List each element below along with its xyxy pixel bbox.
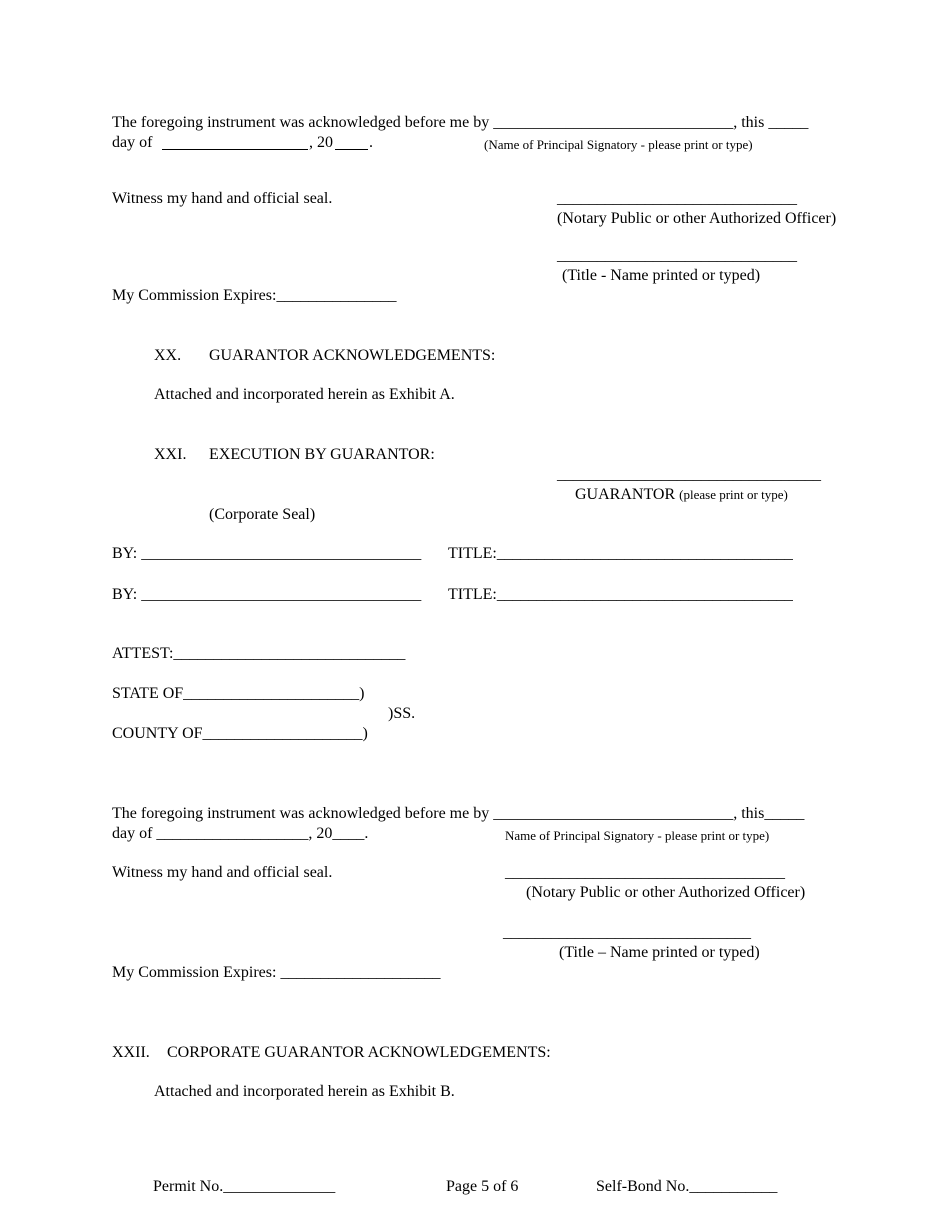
title-line-1: TITLE:_____________________________________	[448, 545, 793, 562]
section-xxii-heading: CORPORATE GUARANTOR ACKNOWLEDGEMENTS:	[167, 1044, 551, 1061]
day-blank-underline	[162, 149, 308, 150]
ack-period: .	[369, 134, 373, 151]
by-line-2: BY: ___________________________________	[112, 586, 422, 603]
title-caption: (Title - Name printed or typed)	[562, 267, 761, 284]
title-line-2: TITLE:_____________________________________	[448, 586, 793, 603]
section-xxi-number: XXI.	[154, 446, 187, 463]
witness-statement-2: Witness my hand and official seal.	[112, 864, 333, 881]
commission-expires: My Commission Expires:_______________	[112, 287, 397, 304]
ack-day-of-label: day of	[112, 134, 153, 151]
county-of-line: COUNTY OF____________________)	[112, 725, 368, 742]
by-line-1: BY: ___________________________________	[112, 545, 422, 562]
section-xx-heading: GUARANTOR ACKNOWLEDGEMENTS:	[209, 347, 496, 364]
state-of-line: STATE OF______________________)	[112, 685, 365, 702]
corporate-seal-label: (Corporate Seal)	[209, 506, 316, 523]
footer-self-bond-no: Self-Bond No.___________	[596, 1178, 778, 1195]
section-xxii-number: XXII.	[112, 1044, 150, 1061]
notary-caption-2: (Notary Public or other Authorized Officer)	[526, 884, 806, 901]
guarantor-label-text: GUARANTOR	[575, 486, 676, 503]
title-signature-line: ______________________________	[557, 247, 797, 264]
footer-page-number: Page 5 of 6	[446, 1178, 519, 1195]
guarantor-label	[575, 486, 788, 504]
ss-marker: )SS.	[388, 705, 416, 722]
title-signature-line-2: _______________________________	[503, 924, 751, 941]
witness-statement: Witness my hand and official seal.	[112, 190, 333, 207]
commission-expires-2: My Commission Expires: ____________________	[112, 964, 441, 981]
year-blank-underline	[335, 149, 368, 150]
ack2-statement-line-1: The foregoing instrument was acknowledged before me by ______________________________, this_____	[112, 805, 805, 822]
ack-statement-line-1: The foregoing instrument was acknowledged before me by ______________________________, this _____	[112, 114, 809, 131]
footer-permit-no: Permit No.______________	[153, 1178, 336, 1195]
section-xxi-heading: EXECUTION BY GUARANTOR:	[209, 446, 435, 463]
principal-signatory-note: (Name of Principal Signatory - please print or type)	[484, 137, 753, 152]
section-xx-body: Attached and incorporated herein as Exhibit A.	[154, 386, 455, 403]
notary-signature-line-2: ___________________________________	[505, 864, 785, 881]
guarantor-signature-line: _________________________________	[557, 466, 821, 483]
notary-signature-line: ______________________________	[557, 190, 797, 207]
attest-line: ATTEST:_____________________________	[112, 645, 406, 662]
notary-caption: (Notary Public or other Authorized Officer)	[557, 210, 837, 227]
guarantor-note: (please print or type)	[679, 487, 788, 502]
ack-year-label: , 20	[309, 134, 333, 151]
principal-signatory-note-2: Name of Principal Signatory - please print or type)	[505, 828, 770, 843]
section-xx-number: XX.	[154, 347, 182, 364]
section-xxii-body: Attached and incorporated herein as Exhibit B.	[154, 1083, 455, 1100]
ack2-statement-line-2: day of ___________________, 20____.	[112, 825, 369, 842]
title-caption-2: (Title – Name printed or typed)	[559, 944, 760, 961]
